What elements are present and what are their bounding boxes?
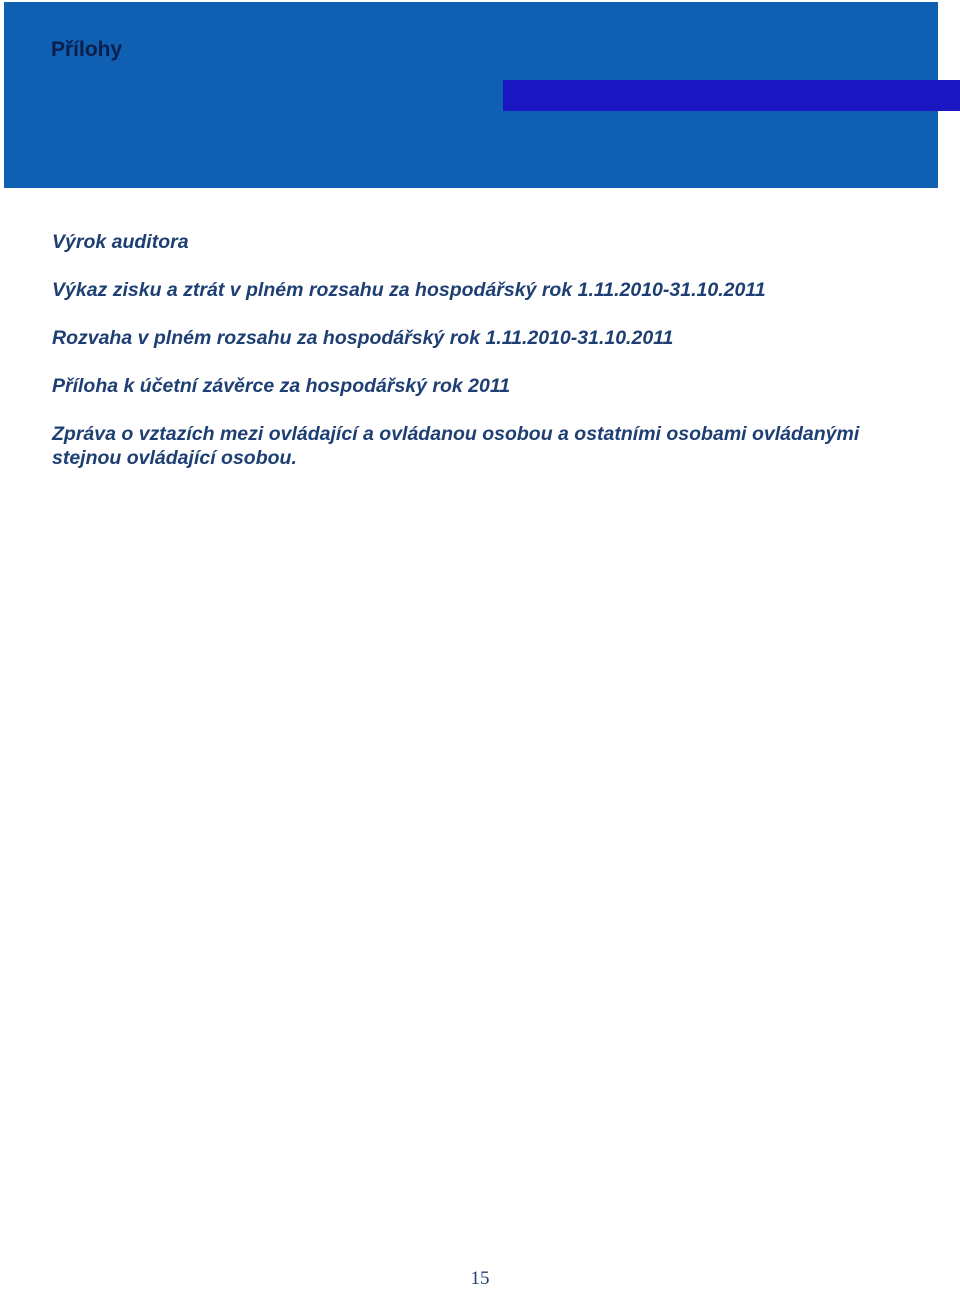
page-title: Přílohy	[51, 38, 123, 61]
appendix-item-related-parties-report: Zpráva o vztazích mezi ovládající a ovládanou osobou a ostatními osobami ovládanými stejnou ovládající osobou.	[52, 423, 860, 469]
page-number: 15	[470, 1268, 490, 1289]
appendix-item-financial-notes: Příloha k účetní závěrce za hospodářský rok 2011	[52, 375, 511, 397]
appendix-item-income-statement: Výkaz zisku a ztrát v plném rozsahu za hospodářský rok 1.11.2010-31.10.2011	[52, 279, 766, 301]
appendix-item-balance-sheet: Rozvaha v plném rozsahu za hospodářský rok 1.11.2010-31.10.2011	[52, 327, 674, 349]
appendix-list	[52, 230, 912, 494]
appendix-item-auditor-opinion: Výrok auditora	[52, 231, 189, 253]
header-accent-bar	[503, 80, 960, 111]
